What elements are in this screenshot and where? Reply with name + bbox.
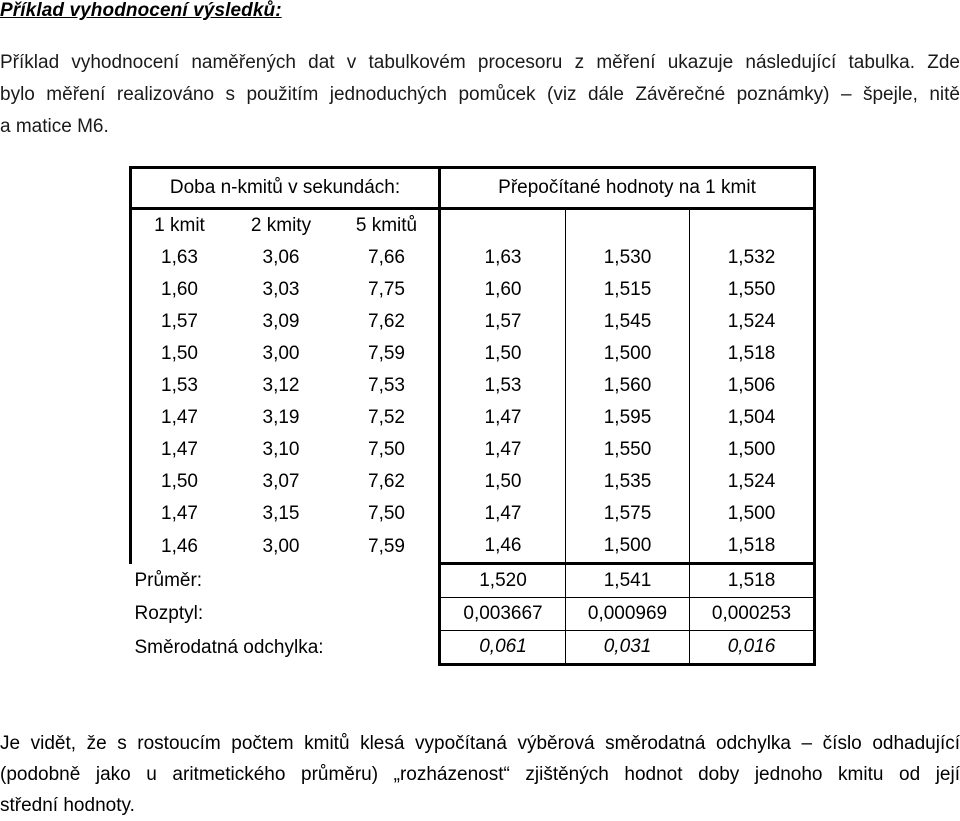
table-group-header-row bbox=[131, 168, 815, 209]
table-cell: 1,504 bbox=[690, 402, 815, 434]
table-cell: 1,535 bbox=[566, 466, 690, 498]
table-cell: 7,62 bbox=[335, 466, 440, 498]
table-cell: 7,66 bbox=[335, 242, 440, 274]
table-row bbox=[131, 338, 815, 370]
table-row bbox=[131, 306, 815, 338]
stat-value: 0,016 bbox=[690, 631, 815, 665]
table-stats bbox=[131, 564, 815, 665]
table-cell: 7,62 bbox=[335, 306, 440, 338]
table-cell: 1,506 bbox=[690, 370, 815, 402]
table-cell: 1,63 bbox=[131, 242, 228, 274]
stat-label: Směrodatná odchylka: bbox=[134, 636, 324, 658]
subheader-cell: 5 kmitů bbox=[335, 209, 440, 243]
stat-value: 1,520 bbox=[440, 564, 566, 598]
table-cell: 1,47 bbox=[131, 402, 228, 434]
stat-row bbox=[131, 564, 815, 598]
table-cell: 7,59 bbox=[335, 338, 440, 370]
table-cell: 1,47 bbox=[131, 498, 228, 530]
table-cell: 1,560 bbox=[566, 370, 690, 402]
stat-value: 1,541 bbox=[566, 564, 690, 598]
stat-value: 0,000969 bbox=[566, 598, 690, 631]
outro-line: střední hodnoty. bbox=[0, 795, 135, 816]
stat-row bbox=[131, 631, 815, 665]
table-body bbox=[131, 242, 815, 564]
subheader-cell bbox=[690, 209, 815, 243]
table-cell: 1,550 bbox=[566, 434, 690, 466]
table-cell: 1,57 bbox=[440, 306, 566, 338]
table-cell: 3,15 bbox=[262, 503, 300, 524]
stat-value: 1,518 bbox=[690, 564, 815, 598]
table-cell: 1,47 bbox=[131, 434, 228, 466]
group-header-left: Doba n-kmitů v sekundách: bbox=[131, 168, 440, 209]
table-cell: 1,500 bbox=[690, 498, 815, 530]
stat-label: Rozptyl: bbox=[134, 603, 204, 624]
table-cell: 3,03 bbox=[262, 279, 300, 300]
subheader-cell bbox=[440, 209, 566, 243]
table-row bbox=[131, 402, 815, 434]
table-cell: 1,60 bbox=[131, 274, 228, 306]
table-cell: 1,47 bbox=[440, 402, 566, 434]
table-cell: 1,518 bbox=[690, 338, 815, 370]
table-row bbox=[131, 370, 815, 402]
table-cell: 3,19 bbox=[262, 407, 300, 428]
table-cell: 1,50 bbox=[131, 338, 228, 370]
table-cell: 3,12 bbox=[262, 375, 300, 396]
section-heading: Příklad vyhodnocení výsledků: bbox=[0, 0, 282, 21]
table-cell: 7,75 bbox=[335, 274, 440, 306]
stat-row bbox=[131, 598, 815, 631]
table-cell: 1,532 bbox=[690, 242, 815, 274]
table-cell: 1,575 bbox=[566, 498, 690, 530]
table-cell: 1,53 bbox=[131, 370, 228, 402]
table-cell: 1,518 bbox=[690, 530, 815, 564]
table-cell: 1,60 bbox=[440, 274, 566, 306]
intro-line: a matice M6. bbox=[0, 116, 109, 137]
table-cell: 1,46 bbox=[440, 530, 566, 564]
outro-line: Je vidět, že s rostoucím počtem kmitů klesá vypočítaná výběrová směrodatná odchylka – číslo odhadující bbox=[0, 733, 960, 754]
table-cell: 1,500 bbox=[566, 338, 690, 370]
table-cell: 3,06 bbox=[262, 247, 300, 268]
table-cell: 7,53 bbox=[335, 370, 440, 402]
intro-paragraph bbox=[0, 47, 960, 143]
table-cell: 7,52 bbox=[335, 402, 440, 434]
table-subheader-row bbox=[131, 209, 815, 243]
conclusion-paragraph bbox=[0, 728, 960, 821]
results-table bbox=[129, 166, 816, 666]
table-cell: 1,50 bbox=[440, 338, 566, 370]
stat-value: 0,003667 bbox=[440, 598, 566, 631]
stat-value: 0,061 bbox=[440, 631, 566, 665]
outro-line: (podobně jako u aritmetického průměru) „rozházenost“ zjištěných hodnot doby jednoho kmitu od její bbox=[0, 764, 960, 785]
table-row bbox=[131, 434, 815, 466]
table-cell: 1,50 bbox=[131, 466, 228, 498]
stat-value: 0,000253 bbox=[690, 598, 815, 631]
table-cell: 1,545 bbox=[566, 306, 690, 338]
table-cell: 3,00 bbox=[262, 343, 300, 364]
subheader-cell: 1 kmit bbox=[131, 209, 228, 243]
table-cell: 1,57 bbox=[131, 306, 228, 338]
table-cell: 1,524 bbox=[690, 466, 815, 498]
table-cell: 7,50 bbox=[335, 498, 440, 530]
table-cell: 1,515 bbox=[566, 274, 690, 306]
table-row bbox=[131, 498, 815, 530]
table-cell: 1,595 bbox=[566, 402, 690, 434]
table-cell: 3,09 bbox=[262, 311, 300, 332]
table-cell: 3,10 bbox=[262, 439, 300, 460]
table-cell: 1,63 bbox=[440, 242, 566, 274]
table-cell: 7,59 bbox=[335, 530, 440, 564]
table-cell: 1,500 bbox=[690, 434, 815, 466]
table-cell: 1,530 bbox=[566, 242, 690, 274]
table-cell: 1,47 bbox=[440, 498, 566, 530]
table-cell: 1,47 bbox=[440, 434, 566, 466]
table-row bbox=[131, 466, 815, 498]
intro-line: bylo měření realizováno s použitím jednoduchých pomůcek (viz dále Závěrečné poznámky) – špejle, nitě bbox=[0, 84, 960, 105]
subheader-cell bbox=[566, 209, 690, 243]
table-cell: 1,500 bbox=[566, 530, 690, 564]
table-cell: 3,07 bbox=[262, 471, 300, 492]
table-cell: 1,524 bbox=[690, 306, 815, 338]
table-cell: 3,00 bbox=[262, 535, 300, 557]
table-cell: 1,550 bbox=[690, 274, 815, 306]
table-cell: 1,53 bbox=[440, 370, 566, 402]
table-cell: 1,46 bbox=[131, 530, 228, 564]
table-row bbox=[131, 242, 815, 274]
table-row bbox=[131, 530, 815, 564]
table-row bbox=[131, 274, 815, 306]
subheader-cell: 2 kmity bbox=[250, 215, 312, 236]
stat-value: 0,031 bbox=[566, 631, 690, 665]
group-header-right: Přepočítané hodnoty na 1 kmit bbox=[440, 168, 815, 209]
intro-line: Příklad vyhodnocení naměřených dat v tabulkovém procesoru z měření ukazuje následující tabulka. Zde bbox=[0, 52, 960, 73]
table-cell: 7,50 bbox=[335, 434, 440, 466]
table-cell: 1,50 bbox=[440, 466, 566, 498]
stat-label: Průměr: bbox=[134, 569, 203, 591]
